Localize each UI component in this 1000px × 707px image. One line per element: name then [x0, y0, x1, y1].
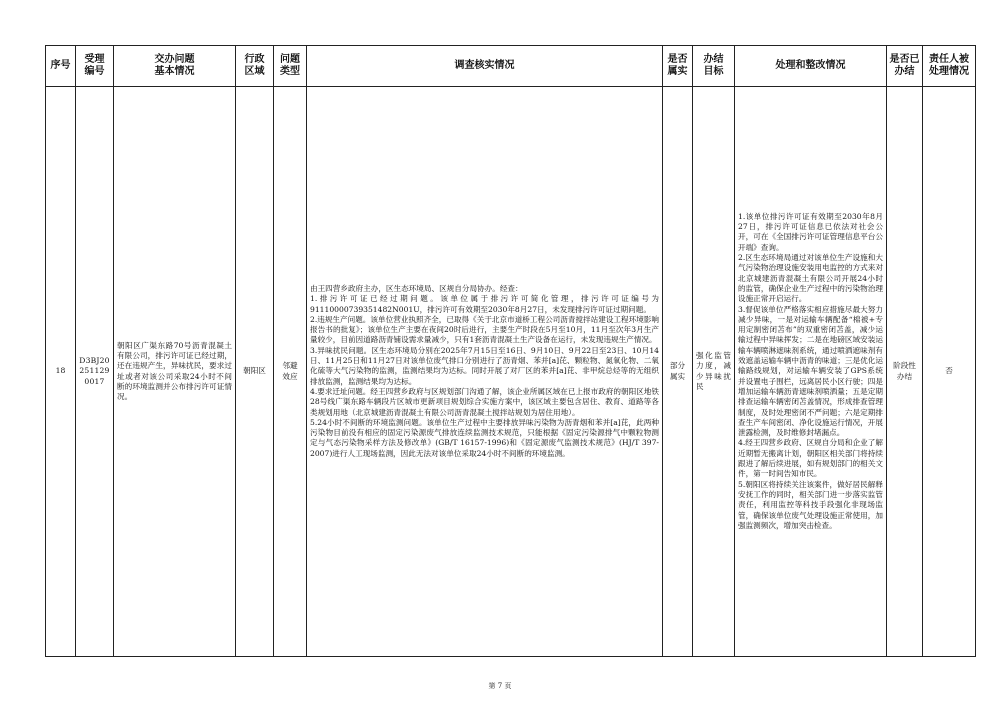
cell-accountability: 否: [923, 87, 976, 657]
table-row: [46, 87, 976, 657]
cell-receipt-no: D3BJ20 251129 0017: [76, 87, 114, 657]
cell-district: 朝阳区: [236, 87, 274, 657]
header-accountability: 责任人被 处理情况: [923, 46, 976, 87]
header-goal: 办结 目标: [693, 46, 735, 87]
header-is-closed: 是否已 办结: [887, 46, 923, 87]
cell-investigation: 由王四营乡政府主办，区生态环境局、区规自分局协办。经查： 1.排污许可证已经过期问题。该单位属于排污许可简化管理，排污许可证编号为91110000739351482N001U，排污许可有效期至2030年8月27日，未发现排污许可证过期问题。 2.违规生产问题。该单位营业执照齐全，已取得《关于北京市道桥工程公司沥青搅拌站建设工程环境影响报告书的批复》；该单位生产主要在夜间20时后进行，主要生产时段在5月至10月，11月至次年3月生产量较少，目前因道路沥青铺设需求量减少，只有1套沥青混凝土生产设备在运行，未发现违规生产情况。 3.异味扰民问题。区生态环境局分别在2025年7月15日至16日、9月10日、9月22日至23日、10月14日、11月25日和11月27日对该单位废气排口分别进行了沥青烟、苯并[a]芘、颗粒物、氮氧化物、二氧化硫等大气污染物的监测，监测结果均为达标。同时开展了对厂区的苯并[a]芘、非甲烷总烃等的无组织排放监测，监测结果均为达标。 4.要求迁址问题。经王四营乡政府与区规划部门沟通了解，该企业所属区域在已上报市政府的朝阳区地铁28号线广渠东路车辆段片区城市更新项目规划综合实施方案中，该区域主要包含居住、教育、道路等各类规划用地（北京城建沥青混凝土有限公司沥青混凝土搅拌站规划为居住用地）。 5.24小时不间断的环境监测问题。该单位生产过程中主要排放异味污染物为沥青烟和苯并[a]芘，此两种污染物目前没有相应的固定污染源废气排放连续监测技术规范，只能根据《固定污染源排气中颗粒物测定与气态污染物采样方法及修改单》(GB/T 16157-1996)和《固定源废气监测技术规范》(HJ/T 397-2007)进行人工现场监测，因此无法对该单位采取24小时不间断的环境监测。: [307, 87, 663, 657]
cell-is-true: 部分 属实: [663, 87, 693, 657]
header-is-true: 是否 属实: [663, 46, 693, 87]
header-receipt-no: 受理 编号: [76, 46, 114, 87]
cell-seq: 18: [46, 87, 76, 657]
header-issue: 交办问题 基本情况: [114, 46, 236, 87]
cell-goal: 强化监管力度，减少异味扰民: [693, 87, 735, 657]
header-district: 行政 区域: [236, 46, 274, 87]
cell-problem-type: 邻避 效应: [274, 87, 307, 657]
cell-is-closed: 阶段性 办结: [887, 87, 923, 657]
header-investigation: 调查核实情况: [307, 46, 663, 87]
cell-handling: 1.该单位排污许可证有效期至2030年8月27日，排污许可证信息已依法对社会公开，可在《全国排污许可证管理信息平台公开端》查询。 2.区生态环境局通过对该单位生产设施和大气污染物治理设施安装用电监控的方式来对北京城建沥青混凝土有限公司开展24小时的监管，确保企业生产过程中的污染物治理设施正常开启运行。 3.督促该单位严格落实相应措施尽最大努力减少异味，一是对运输车辆配备“棉被+专用定制密闭苫布”的双重密闭苫盖，减少运输过程中异味挥发；二是在地磅区域安装运输车辆喷淋遮味剂系统，通过喷洒遮味剂有效遮盖运输车辆中沥青的味道；三是优化运输路线规划，对运输车辆安装了GPS系统并设置电子围栏，远离居民小区行驶；四是增加运输车辆沥青遮味剂喷洒量；五是定期排查运输车辆密闭苫盖情况，形成排查管理制度，及时处理密闭不严问题；六是定期排查生产车间密闭、净化设施运行情况，开展泄露检测，及时维修封堵漏点。 4.经王四营乡政府、区规自分局和企业了解近期暂无搬离计划，朝阳区相关部门将持续跟进了解后续进展，如有规划部门的相关文件，第一时间告知市民。 5.朝阳区将持续关注该案件，做好居民解释安抚工作的同时，相关部门进一步落实监管责任，利用监控等科技手段强化非现场监管，确保该单位废气处理设施正常使用，加强监测频次，增加突击检查。: [735, 87, 887, 657]
header-handling: 处理和整改情况: [735, 46, 887, 87]
cell-issue: 朝阳区广渠东路70号沥青混凝土有限公司，排污许可证已经过期，还在违规产生，异味扰民，要求过址或者对该公司采取24小时不间断的环境监测并公布排污许可证情况。: [114, 87, 236, 657]
complaint-table: [45, 45, 976, 657]
header-problem-type: 问题 类型: [274, 46, 307, 87]
table-header-row: [46, 46, 976, 87]
header-seq: 序号: [46, 46, 76, 87]
page-number: 第 7 页: [488, 682, 512, 690]
